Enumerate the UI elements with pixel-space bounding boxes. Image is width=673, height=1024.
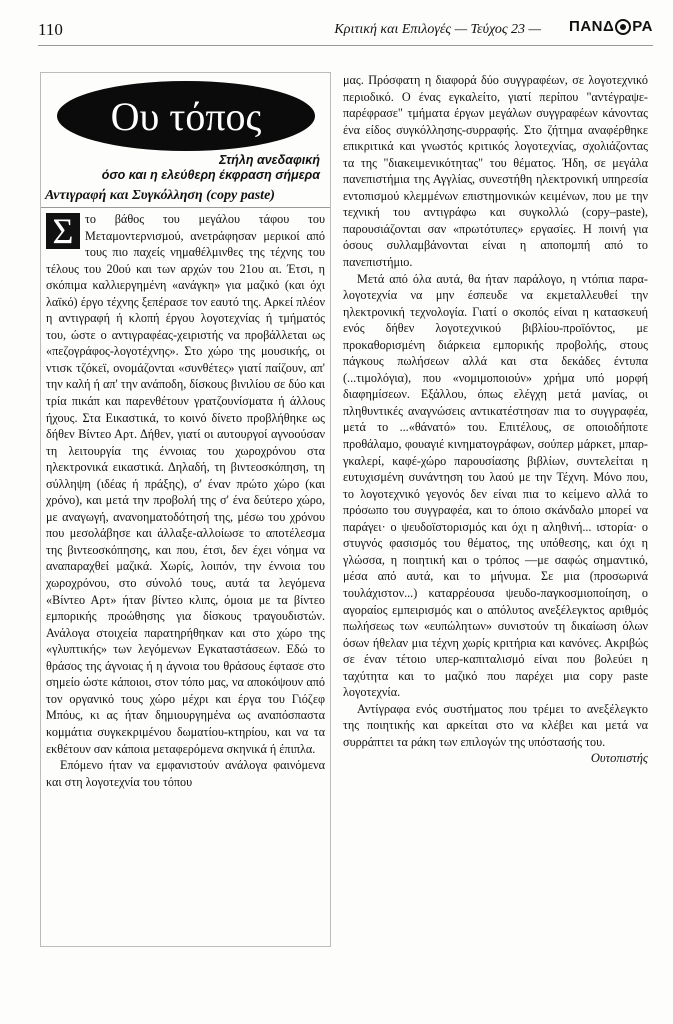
header-divider bbox=[38, 45, 653, 46]
author-signature: Ουτοπιστής bbox=[590, 751, 648, 766]
paragraph-1-text: το βάθος του μεγάλου τάφου του Μεταμοντερνισμού, ανετράφησαν μερικοί από τους πιο παχείς νημαθέλμινθες της τέχνης του τέλους του 20ού και των αρχών του 21ου αι. Έτσι, η σκόπιμα καλλιεργημένη «ανάγκη» για μαζικό (και όχι λαϊκό) έργο τέχνης ξεπέρασε τον εαυτό της. Αρκεί πλέον η αντιγραφή ή κλοπή έργου λογοτεχνίας ή τμήματός του, ώστε ο αντιγραφέας-χειριστής να προβάλλεται ως «πεζογράφος-λογοτέχνης». Στο χώρο της μουσικής, οι ντισκ τζόκεϊ, ονομάζονται «συνθέτες» γιατί παίζουν, απ' την καλή ή απ' την ανάποδη, δίσκους βινιλίου σε δύο και τρία πικάπ και παρενθέτουν γρατζουνίσματα ή άλλους ήχους. Στα Εικαστικά, το κοινό δίνετο προβλήθηκε ως δήθεν Βίντεο Αρτ. Δήθεν, γιατί οι αυτουργοί αγνοούσαν τη λειτουργία της έννοιας του χωροχρόνου στα ηλεκτρονικά εικαστικά. Δηλαδή, τη βιντεοσκόπηση, τη σύλληψη (ιδέας ή πράξης), σ' έναν πρώτο χώρο (και χρόνο), και μετά την προβολή της σ' ένα δεύτερο χώρο, με αναγωγή, ανανοηματοδότησή της, μέσω του χρόνου που μεσολάβησε και άλλαξε-αλλοίωσε το αποτέλεσμα της βιντεοσκόπησης, και που, έτσι, δεν έχει νόημα να αναπαραχθεί μαζικά. Χωρίς, λοιπόν, την έννοια του χωροχρόνου, στο σύνολό τους, αυτά τα λεγόμενα «Βίντεο Αρτ» ήταν βίντεο κλιπς, όμοια με τα βίντεο εμπορικής προώθησης για δίσκους τραγουδιστών. Ανάλογα στοιχεία παρατηρήθηκαν και στο χώρο της «γλυπτικής» των λεγόμενων Εγκαταστάσεων. Εδώ το θράσος της άγνοιας ή η άγνοια του θράσους έφτασε στο σημείο ώστε κάποιοι, στον τόπο μας, να αποκόψουν από τον οργανικό τους χώρο μέχρι και έργα του Γιόζεφ Μπόυς, κι ας ήταν δημιουργημένα ως αναπόσπαστα κομμάτια συγκεκριμένου δωματίου-κτηρίου, και να τα εκθέτουν σαν κάποια μεταφερόμενα σκηνικά ή έπιπλα. bbox=[46, 212, 325, 756]
page-header bbox=[38, 18, 653, 44]
article-body-col1 bbox=[41, 211, 330, 790]
column-subtitle bbox=[102, 153, 320, 183]
logo-text-right: ΡΑ bbox=[632, 18, 653, 35]
eye-icon bbox=[615, 19, 631, 35]
paragraph-1 bbox=[46, 211, 325, 757]
paragraph-2: Επόμενο ήταν να εμφανιστούν ανάλογα φαινόμενα και στη λογοτεχνία του τόπου bbox=[46, 758, 325, 789]
running-title: Κριτική και Επιλογές — Τεύχος 23 — bbox=[334, 22, 541, 37]
drop-cap: Σ bbox=[46, 213, 80, 249]
logo-text-left: ΠΑΝΔ bbox=[568, 18, 615, 35]
column-masthead bbox=[41, 73, 330, 188]
column-title: Ου τόπος bbox=[110, 93, 262, 139]
paragraph-3: Μετά από όλα αυτά, θα ήταν παράλογο, η ντόπια παρα-λογοτεχνία να μην έσπευδε να εκμεταλλευθεί την ηλεκτρονική τεχνολογία. Γιατί ο σκοπός είναι η κατασκευή ενός δήθεν λογοτεχνικού βιβλίου-προϊόντος, με προκαθορισμένη διάρκεια εμπορικής προβολής, στους πάγκους πωλήσεων αλλά και στα δεκάδες έντυπα (...τιμολόγια), που «νομιμοποιούν» χρήμα υπό μορφή διαφημίσεων. Εξάλλου, όπως ελέγχη μετά μανίας, οι πληθυντικές αναγνώσεις αντικατέστησαν πια το συγγραφέα, μετά το ...«θάνατό» του. Επιτέλους, σε οποιοδήποτε προθάλαμο, φουαγιέ κινηματογράφων, σούπερ μάρκετ, μπαρ-γκαλερί, καφέ-χώρο παρουσίασης βιβλίων, συντελείται η ευτυχισμένη συνάντηση του λαού με την Τέχνη. Μόνο που, το λογοτεχνικό γεγονός δεν είναι πια το κείμενο αλλά το πρόσωπο του συγγραφέα, και το όποιο σκάνδαλο μπορεί να παράγει· ο ψευδοϊστορισμός και όχι η αληθινή... ιστορία· ο στυγνός φασισμός του θέματος, της υπόθεσης, και όχι η γλώσσα, η ποιητική και ο τρόπος —με σαφώς σημαντικό, μέσα από αυτά, και το μήνυμα. Σε μια (προσωρινά τουλάχιστον...) καταρρέουσα ψευδο-παγκοσμιοποίηση, ο αγοραίος εμπειρισμός και ο απόλυτος ανεξέλεγκτος αριθμός πωλήσεως των «ευπώλητων» συνιστούν τη δικαίωση όλων όσων ήθελαν μια τέχνη χωρίς κριτήρια και κανόνες. Ακριβώς σε έναν τέτοιο υπερ-καπιταλισμό είναι που βολεύει η ταχύτητα και το μαζικό που παρέχει μια copy paste λογοτεχνία. bbox=[343, 271, 648, 700]
paragraph-4: Αντίγραφα ενός συστήματος που τρέμει το ανεξέλεγκτο της ποιητικής και αρκείται στο να κλέβει και μετά να συρράπτει τα ράκη των επιλογών της υπόστασής του. bbox=[343, 701, 648, 749]
paragraph-2-continued: μας. Πρόσφατη η διαφορά δύο συγγραφέων, σε λογοτεχνικό περιοδικό. Ο ένας εγκαλείτο, γιατί περίπου "αντέγραψε-παρέφρασε" τμήματα έργων μεγάλων συγγραφέων κάνοντας ένα είδος συγκόλλησης-συρραφής. Στο ζήτημα αναφέρθηκε επικριτικά και γνωστός κριτικός λογοτεχνίας, σχολιάζοντας τα της "διακειμενικότητας" του θέματος. Ήδη, σε μεγάλα πανεπιστήμια της Αγγλίας, συνεστήθη ηλεκτρονική υπηρεσία εντοπισμού κλεμμένων επιστημονικών κειμένων, που με την τεχνική του αντιγράφω και συγκολλώ (copy–paste), παρουσιάζονται σαν «πρωτότυπες» εργασίες. Η ποινή για όσους συλλαμβάνονται είναι η αποπομπή από το πανεπιστήμιο. bbox=[343, 73, 648, 270]
page-number: 110 bbox=[38, 20, 63, 39]
column-title-oval bbox=[57, 81, 315, 151]
article-title: Αντιγραφή και Συγκόλληση (copy paste) bbox=[41, 188, 330, 208]
subtitle-line-2: όσο και η ελεύθερη έκφραση σήμερα bbox=[101, 168, 320, 182]
subtitle-line-1: Στήλη ανεδαφική bbox=[219, 153, 320, 167]
column-box bbox=[40, 72, 331, 947]
article-body-col2 bbox=[343, 72, 648, 766]
magazine-logo bbox=[569, 18, 653, 35]
